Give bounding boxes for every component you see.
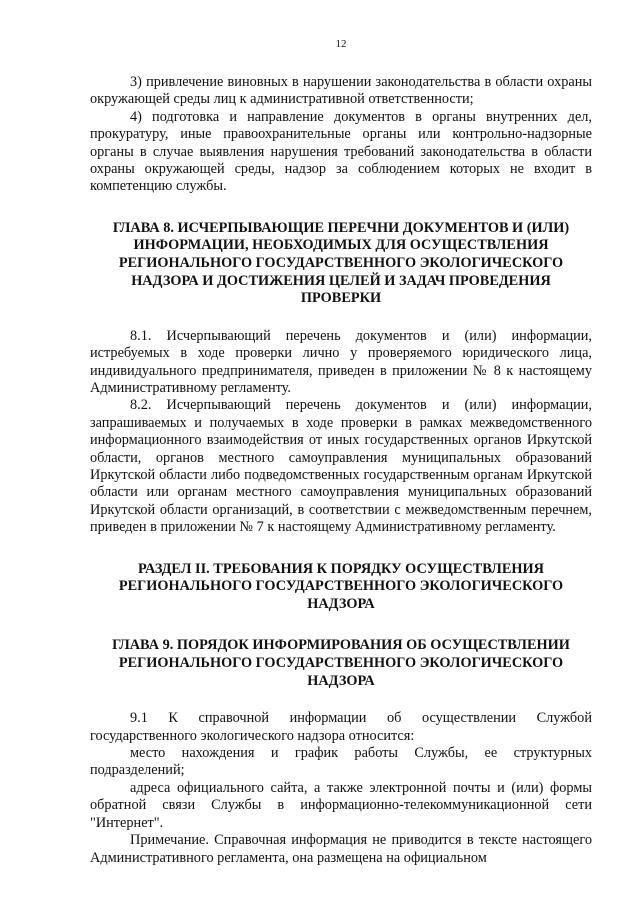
chapter-9-heading: ГЛАВА 9. ПОРЯДОК ИНФОРМИРОВАНИЯ ОБ ОСУЩЕСТВЛЕНИИ РЕГИОНАЛЬНОГО ГОСУДАРСТВЕННОГО ЭКОЛОГИЧЕСКОГО НАДЗОРА	[112, 637, 570, 689]
section-2-heading: РАЗДЕЛ II. ТРЕБОВАНИЯ К ПОРЯДКУ ОСУЩЕСТВЛЕНИЯ РЕГИОНАЛЬНОГО ГОСУДАРСТВЕННОГО ЭКОЛОГИЧЕСКОГО НАДЗОРА	[118, 560, 564, 612]
intro-item-3: 3) привлечение виновных в нарушении законодательства в области охраны окружающей среды лиц к административной ответственности;	[90, 74, 592, 108]
chapter-8-heading: ГЛАВА 8. ИСЧЕРПЫВАЮЩИЕ ПЕРЕЧНИ ДОКУМЕНТОВ И (ИЛИ) ИНФОРМАЦИИ, НЕОБХОДИМЫХ ДЛЯ ОСУЩЕСТВЛЕНИЯ РЕГИОНАЛЬНОГО ГОСУДАРСТВЕННОГО ЭКОЛОГИЧЕСКОГО НАДЗОРА И ДОСТИЖЕНИЯ ЦЕЛЕЙ И ЗАДАЧ ПРОВЕДЕНИЯ ПРОВЕРКИ	[112, 219, 570, 307]
paragraph-8-1: 8.1. Исчерпывающий перечень документов и (или) информации, истребуемых в ходе проверки лично у проверяемого юридического лица, индивидуального предпринимателя, приведен в приложении № 8 к настоящему Административному регламенту.	[90, 327, 592, 397]
page-number: 12	[335, 38, 347, 50]
paragraph-8-2: 8.2. Исчерпывающий перечень документов и (или) информации, запрашиваемых и получаемых в ходе проверки в рамках межведомственного информационного взаимодействия от иных государственных органов Иркутской области, органов местного самоуправления муниципальных образований Иркутской области либо подведомственных государственным органам Иркутской области или органам местного самоуправления муниципальных образований Иркутской области организаций, в соответствии с межведомственным перечнем, приведен в приложении № 7 к настоящему Административному регламенту.	[90, 397, 592, 536]
paragraph-location-schedule: место нахождения и график работы Службы, ее структурных подразделений;	[90, 745, 592, 779]
paragraph-website-addresses: адреса официального сайта, а также электронной почты и (или) формы обратной связи Службы в информационно-телекоммуникационной сети "Интернет".	[90, 779, 592, 831]
paragraph-9-1: 9.1 К справочной информации об осуществлении Службой государственного экологического надзора относится:	[90, 710, 592, 744]
paragraph-note: Примечание. Справочная информация не приводится в тексте настоящего Административного регламента, она размещена на официальном	[90, 832, 592, 866]
intro-item-4: 4) подготовка и направление документов в органы внутренних дел, прокуратуру, иные правоохранительные органы или контрольно-надзорные органы в случае выявления нарушения требований законодательства в области охраны окружающей среды, надзор за соблюдением которых не входит в компетенцию службы.	[90, 108, 592, 195]
